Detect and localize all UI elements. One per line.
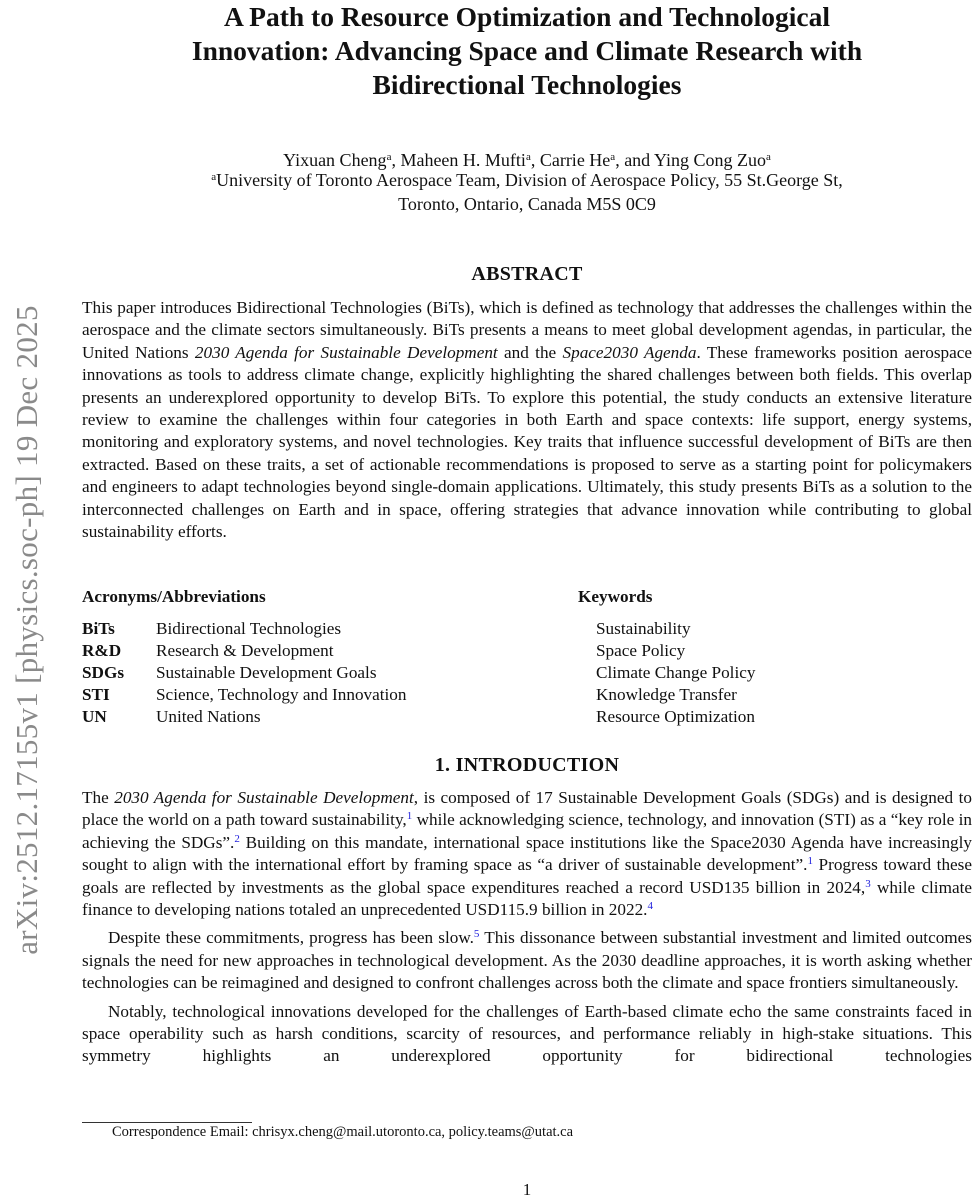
title-line: Innovation: Advancing Space and Climate Research with [191,35,863,66]
keywords-heading: Keywords [578,587,653,606]
acronym-row [82,662,407,684]
acronym-expansion: Sustainable Development Goals [156,663,377,682]
affiliation-mark: a [525,151,531,163]
author-name: Carrie He [539,150,611,170]
citation-link[interactable]: 3 [865,877,871,890]
text: and the [497,342,563,362]
author-name: Ying Cong Zuo [654,150,767,170]
text: This paper introduces Bidirectional Technologies (BiTs), which is defined as technology that addresses the challenges within the aerospace and the climate sectors simultaneously. BiTs presents a means to meet global development agendas, in particular, the United Nations [82,298,972,362]
author-name: Maheen H. Mufti [400,150,526,170]
affiliation-line: Toronto, Ontario, Canada M5S 0C9 [398,194,656,214]
acronym-row [82,684,407,706]
emphasis: 2030 Agenda for Sustainable Development [114,788,414,807]
paragraph [82,787,972,921]
paragraph [82,927,972,994]
acronym-expansion: Science, Technology and Innovation [156,685,407,704]
abstract-text [82,297,972,543]
introduction-body [82,787,972,1074]
acronym: UN [82,707,107,726]
acronym-expansion: Research & Development [156,641,334,660]
affiliation-line: University of Toronto Aerospace Team, Division of Aerospace Policy, 55 St.George St, [216,170,843,190]
acronym-row [82,640,407,662]
citation-link[interactable]: 1 [406,810,413,823]
acronym-list [82,618,407,728]
keyword: Space Policy [596,641,686,660]
separator: , and [615,150,655,170]
citation-link[interactable]: 5 [473,928,480,941]
footnote-correspondence: Correspondence Email: chrisyx.cheng@mail.utoronto.ca, policy.teams@utat.ca [112,1124,574,1140]
text: while climate finance to developing nations totaled an unprecedented USD115.9 billion in 2022. [82,877,972,920]
citation-link[interactable]: 2 [234,832,240,845]
text: The [82,788,115,807]
paper-title [82,0,972,102]
arxiv-identifier-stamp: arXiv:2512.17155v1 [physics.soc-ph] 19 Dec 2025 [9,305,44,955]
text: , is composed of 17 Sustainable Development Goals (SDGs) and is designed to place the world on a path toward sustainability, [82,788,972,830]
separator: , [530,150,540,170]
paragraph: Notably, technological innovations developed for the challenges of Earth-based climate echo the same constraints faced in space operability such as harsh conditions, scarcity of resources, and performance reliably in high-stake situations. This symmetry highlights an underexplored opportunity for bidirectional technologies [82,1001,972,1066]
affiliation-mark: a [386,151,392,163]
acronym-row [82,618,407,640]
text: Building on this mandate, international space institutions like the Space2030 Agenda have increasingly sought to align with the international effort by framing space as “a driver of sustainable development”. [82,832,972,875]
acronym-expansion: Bidirectional Technologies [156,619,342,638]
acronym: BiTs [82,619,115,638]
text: . These frameworks position aerospace innovations as tools to address climate change, explicitly highlighting the shared challenges between both fields. This overlap presents an underexplored opportunity to develop BiTs. To explore this potential, the study conducts an extensive literature review to examine the challenges within four categories in both Earth and space contexts: life support, energy systems, monitoring and exploratory systems, and novel technologies. Key traits that influence successful development of BiTs are then extracted. Based on these traits, a set of actionable recommendations is proposed to serve as a starting point for policymakers and engineers to adapt technologies beyond single-domain applications. Ultimately, this study presents BiTs as a solution to the interconnected challenges on Earth and in space, offering strategies that advance innovation while contributing to global sustainability efforts. [82,342,972,542]
keyword: Climate Change Policy [596,663,756,682]
acronym: STI [82,685,110,704]
acronym-expansion: United Nations [156,707,261,726]
affiliation-mark: a [610,151,616,163]
citation-link[interactable]: 1 [807,855,813,868]
text: Progress toward these goals are reflected by investments as the global space expenditures reached a record USD135 billion in 2024, [82,855,972,897]
introduction-heading: 1. INTRODUCTION [434,754,620,776]
affiliation-mark: a [766,151,771,163]
affiliation [82,168,972,216]
acronym: SDGs [82,663,125,682]
footnote-divider [82,1122,252,1123]
separator: , [391,150,401,170]
abstract-heading: ABSTRACT [471,263,583,285]
affiliation-mark: a [211,171,217,183]
text: while acknowledging science, technology, and innovation (STI) as a “key role in achieving the SDGs”. [82,810,972,852]
text: Despite these commitments, progress has been slow. [108,928,474,948]
emphasis: 2030 Agenda for Sustainable Development [194,342,498,362]
title-line: A Path to Resource Optimization and Technological [223,1,831,32]
acronym-row [82,706,407,728]
citation-link[interactable]: 4 [647,900,653,913]
text: This dissonance between substantial investment and limited outcomes signals the need for new approaches in technological development. As the 2030 deadline approaches, it is worth asking whether technologies can be reimagined and designed to confront challenges across both the climate and space frontiers simultaneously. [82,928,972,993]
emphasis: Space2030 Agenda [562,342,697,362]
keyword: Sustainability [596,619,691,638]
keyword-list [596,618,755,728]
keyword: Resource Optimization [596,707,755,726]
acronyms-heading: Acronyms/Abbreviations [82,587,266,606]
author-name: Yixuan Cheng [283,150,387,170]
page-number: 1 [522,1180,532,1199]
title-line: Bidirectional Technologies [372,69,682,100]
acronym: R&D [82,641,122,660]
keyword: Knowledge Transfer [596,685,737,704]
